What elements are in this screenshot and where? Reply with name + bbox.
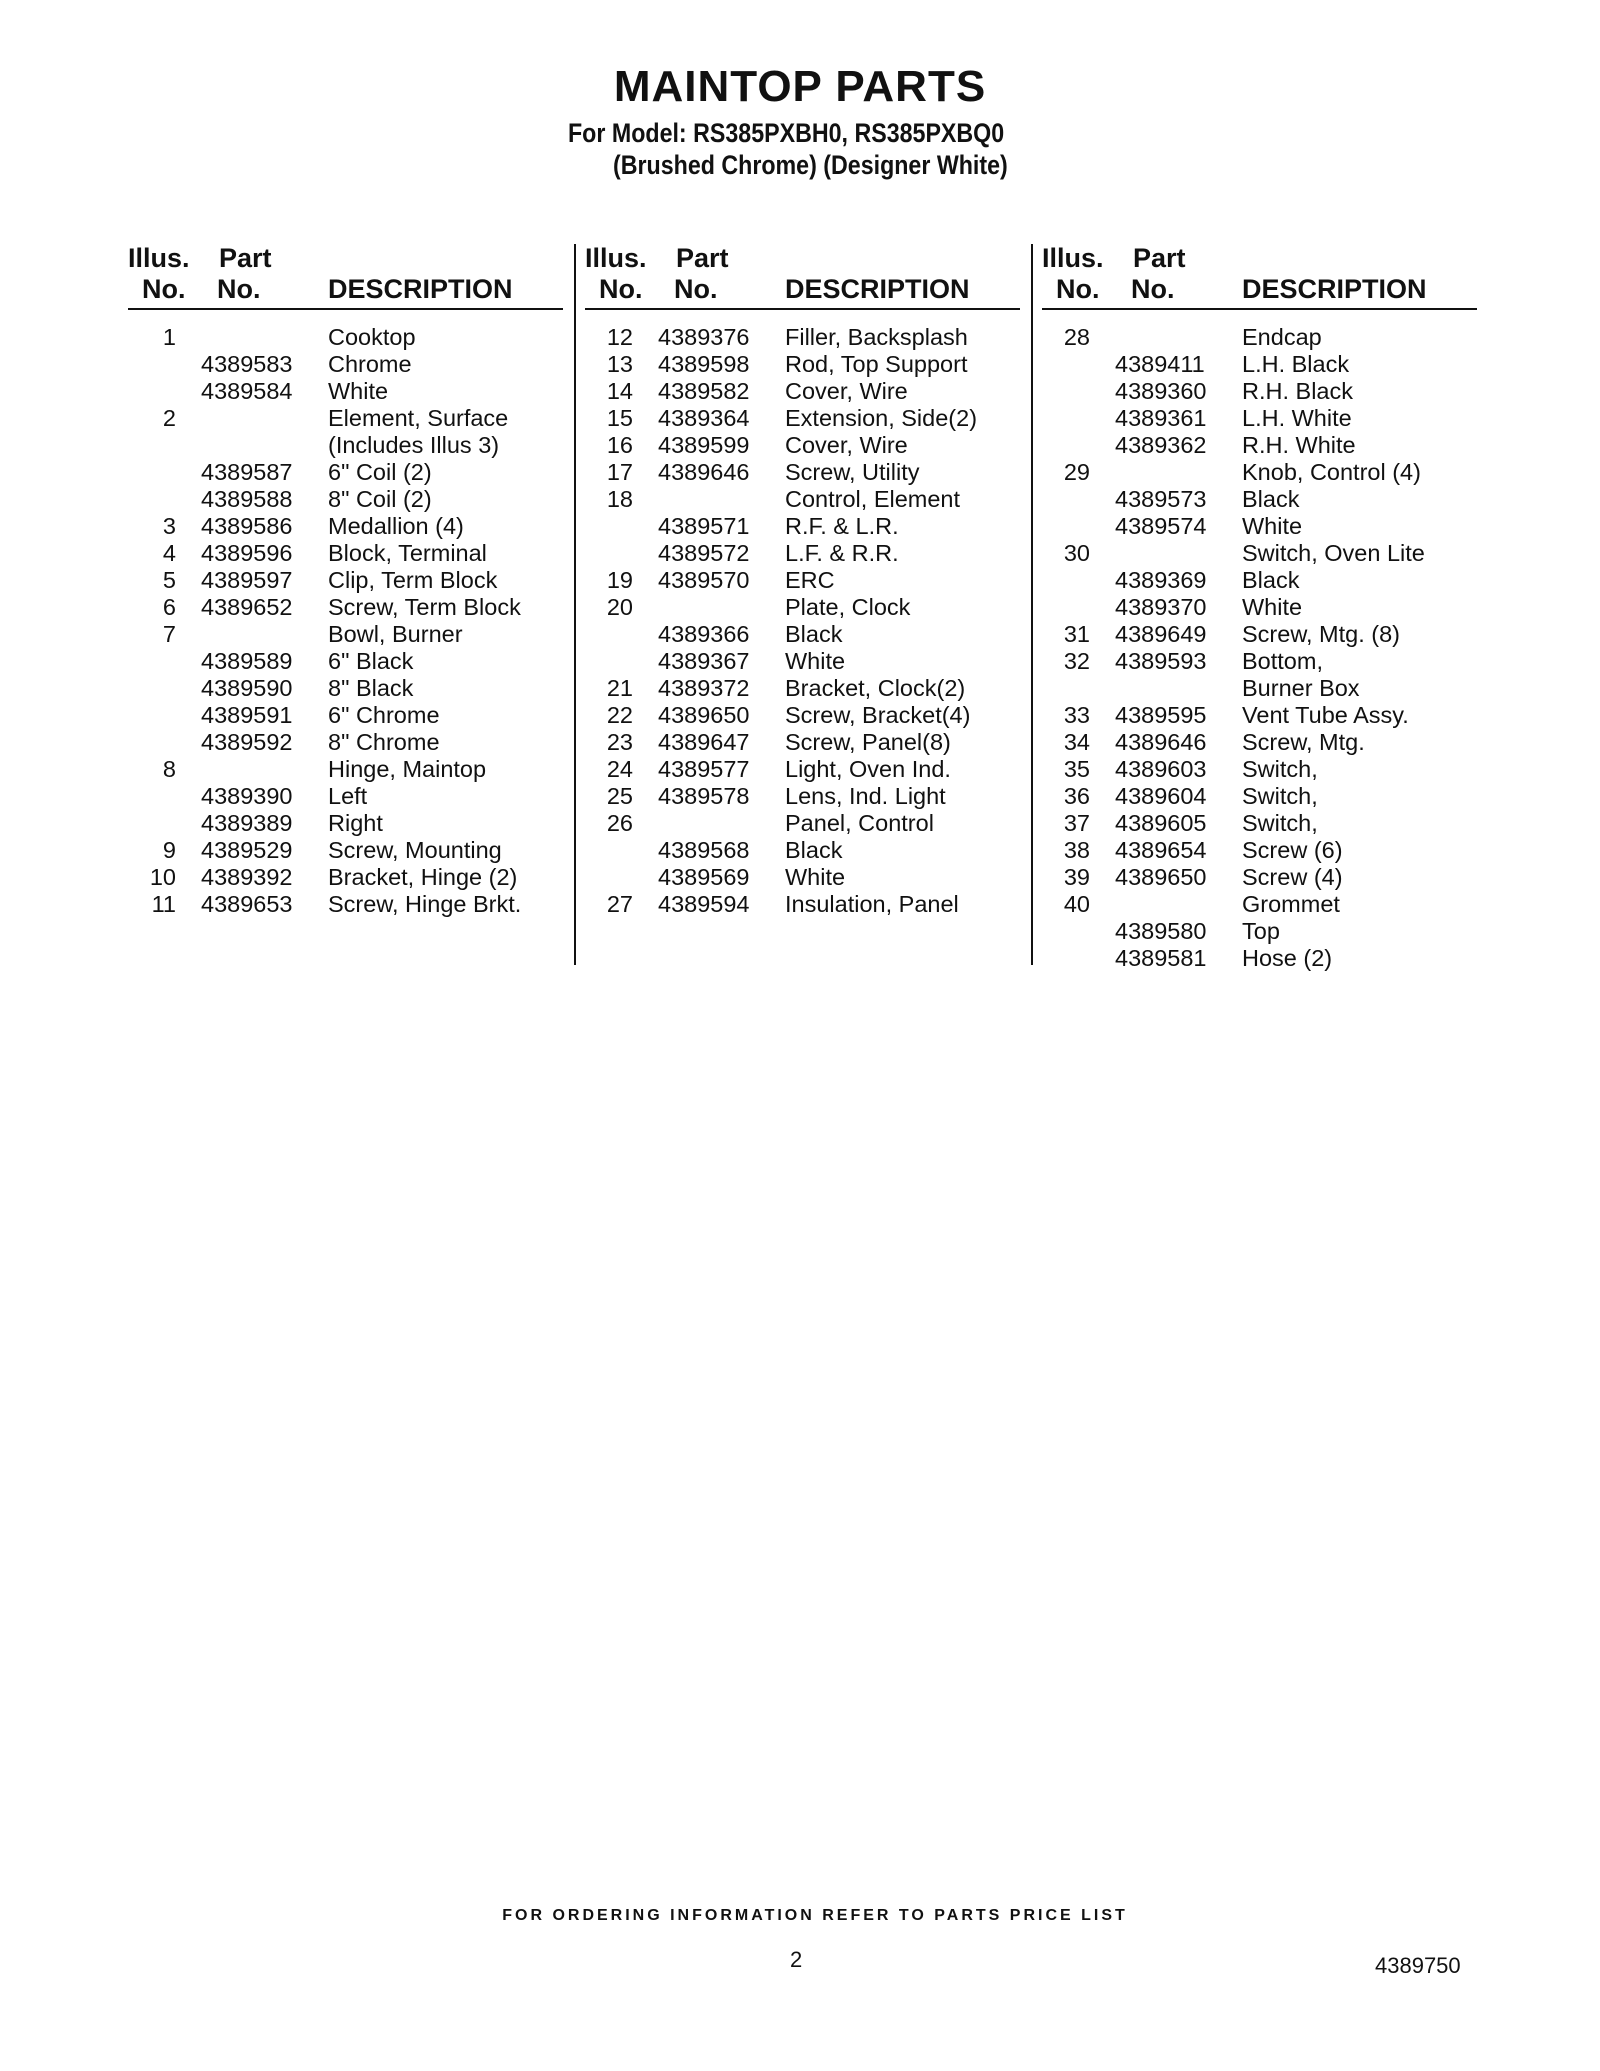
parts-rows bbox=[585, 324, 1020, 918]
parts-row bbox=[1042, 540, 1477, 567]
illus-number: 23 bbox=[606, 729, 633, 755]
part-description: R.H. Black bbox=[1242, 378, 1353, 404]
parts-row bbox=[1042, 810, 1477, 837]
header-illus: Illus. bbox=[585, 243, 647, 273]
part-description: Endcap bbox=[1242, 324, 1322, 350]
illus-number: 31 bbox=[1063, 621, 1090, 647]
parts-row bbox=[585, 513, 1020, 540]
part-description: Hinge, Maintop bbox=[328, 756, 487, 782]
part-description: Clip, Term Block bbox=[328, 567, 498, 593]
part-description: Grommet bbox=[1242, 891, 1340, 917]
part-description: 6" Coil (2) bbox=[328, 459, 432, 485]
part-number: 4389582 bbox=[658, 378, 750, 404]
part-description: R.F. & L.R. bbox=[785, 513, 899, 539]
part-number: 4389603 bbox=[1115, 756, 1207, 782]
illus-number: 15 bbox=[606, 405, 633, 431]
parts-row bbox=[585, 729, 1020, 756]
part-number: 4389369 bbox=[1115, 567, 1207, 593]
part-number: 4389360 bbox=[1115, 378, 1207, 404]
part-number: 4389580 bbox=[1115, 918, 1207, 944]
illus-number: 21 bbox=[606, 675, 633, 701]
part-description: Chrome bbox=[328, 351, 412, 377]
illus-number: 38 bbox=[1063, 837, 1090, 863]
illus-number: 7 bbox=[162, 621, 176, 647]
part-number: 4389650 bbox=[658, 702, 750, 728]
illus-number: 32 bbox=[1063, 648, 1090, 674]
parts-row bbox=[128, 756, 563, 783]
part-description: Screw, Hinge Brkt. bbox=[328, 891, 522, 917]
part-number: 4389366 bbox=[658, 621, 750, 647]
part-number: 4389376 bbox=[658, 324, 750, 350]
part-number: 4389598 bbox=[658, 351, 750, 377]
illus-number: 36 bbox=[1063, 783, 1090, 809]
illus-number: 14 bbox=[606, 378, 633, 404]
part-description: Cooktop bbox=[328, 324, 416, 350]
parts-row bbox=[585, 648, 1020, 675]
part-number: 4389568 bbox=[658, 837, 750, 863]
parts-row bbox=[585, 486, 1020, 513]
part-number: 4389586 bbox=[201, 513, 293, 539]
header-part: Part bbox=[1133, 243, 1186, 273]
parts-row bbox=[585, 702, 1020, 729]
illus-number: 24 bbox=[606, 756, 633, 782]
parts-row bbox=[585, 594, 1020, 621]
part-description: Bowl, Burner bbox=[328, 621, 463, 647]
header-illus-no: No. bbox=[142, 274, 186, 304]
part-description: Switch, bbox=[1242, 783, 1318, 809]
parts-row bbox=[128, 864, 563, 891]
illus-number: 11 bbox=[151, 891, 176, 917]
model-subtitle: For Model: RS385PXBH0, RS385PXBQ0 bbox=[568, 118, 1005, 148]
parts-row bbox=[128, 459, 563, 486]
parts-row bbox=[585, 621, 1020, 648]
parts-row bbox=[1042, 621, 1477, 648]
parts-column-2 bbox=[585, 242, 1020, 918]
part-number: 4389577 bbox=[658, 756, 750, 782]
part-number: 4389654 bbox=[1115, 837, 1207, 863]
part-description: R.H. White bbox=[1242, 432, 1356, 458]
illus-number: 3 bbox=[162, 513, 176, 539]
part-number: 4389361 bbox=[1115, 405, 1207, 431]
part-number: 4389574 bbox=[1115, 513, 1207, 539]
part-description: Cover, Wire bbox=[785, 378, 908, 404]
illus-number: 1 bbox=[162, 324, 176, 350]
illus-number: 13 bbox=[606, 351, 633, 377]
part-description: 8" Coil (2) bbox=[328, 486, 432, 512]
part-description: ERC bbox=[785, 567, 835, 593]
part-description: Screw, Mtg. (8) bbox=[1242, 621, 1401, 647]
parts-row bbox=[585, 810, 1020, 837]
part-description: Medallion (4) bbox=[328, 513, 464, 539]
part-number: 4389650 bbox=[1115, 864, 1207, 890]
part-description: Insulation, Panel bbox=[785, 891, 959, 917]
parts-row bbox=[585, 783, 1020, 810]
part-description: Element, Surface bbox=[328, 405, 509, 431]
part-number: 4389367 bbox=[658, 648, 750, 674]
illus-number: 37 bbox=[1063, 810, 1090, 836]
part-description: Switch, bbox=[1242, 810, 1318, 836]
header-illus-no: No. bbox=[599, 274, 643, 304]
part-number: 4389653 bbox=[201, 891, 293, 917]
part-description: White bbox=[1242, 594, 1303, 620]
parts-row bbox=[1042, 756, 1477, 783]
header-part-no: No. bbox=[217, 274, 261, 304]
parts-row bbox=[128, 729, 563, 756]
parts-row bbox=[128, 594, 563, 621]
part-description: Vent Tube Assy. bbox=[1242, 702, 1409, 728]
parts-row bbox=[128, 621, 563, 648]
parts-row bbox=[1042, 648, 1477, 675]
parts-row bbox=[128, 324, 563, 351]
parts-row bbox=[585, 891, 1020, 918]
part-number: 4389584 bbox=[201, 378, 293, 404]
parts-row bbox=[128, 675, 563, 702]
part-number: 4389589 bbox=[201, 648, 293, 674]
part-description: L.F. & R.R. bbox=[785, 540, 899, 566]
part-description: Light, Oven Ind. bbox=[785, 756, 951, 782]
header-illus: Illus. bbox=[128, 243, 190, 273]
parts-row bbox=[128, 810, 563, 837]
part-description: White bbox=[785, 864, 846, 890]
part-description: Hose (2) bbox=[1242, 945, 1333, 971]
part-number: 4389364 bbox=[658, 405, 750, 431]
illus-number: 12 bbox=[606, 324, 633, 350]
part-description: Screw (6) bbox=[1242, 837, 1343, 863]
part-number: 4389581 bbox=[1115, 945, 1207, 971]
illus-number: 5 bbox=[162, 567, 176, 593]
parts-row bbox=[1042, 918, 1477, 945]
parts-row bbox=[128, 567, 563, 594]
part-description: Switch, Oven Lite bbox=[1242, 540, 1425, 566]
part-number: 4389604 bbox=[1115, 783, 1207, 809]
part-description: Panel, Control bbox=[785, 810, 934, 836]
part-number: 4389588 bbox=[201, 486, 293, 512]
header-description: DESCRIPTION bbox=[328, 274, 513, 304]
page-title: MAINTOP PARTS bbox=[613, 62, 987, 111]
illus-number: 34 bbox=[1063, 729, 1090, 755]
part-description: Block, Terminal bbox=[328, 540, 487, 566]
illus-number: 10 bbox=[149, 864, 176, 890]
part-number: 4389595 bbox=[1115, 702, 1207, 728]
parts-row bbox=[128, 351, 563, 378]
header-illus: Illus. bbox=[1042, 243, 1104, 273]
illus-number: 33 bbox=[1063, 702, 1090, 728]
header-part: Part bbox=[219, 243, 272, 273]
part-number: 4389605 bbox=[1115, 810, 1207, 836]
part-number: 4389411 bbox=[1115, 351, 1205, 377]
illus-number: 2 bbox=[162, 405, 176, 431]
parts-rows bbox=[128, 324, 563, 918]
column-header bbox=[1042, 242, 1477, 310]
header-illus-no: No. bbox=[1056, 274, 1100, 304]
parts-rows bbox=[1042, 324, 1477, 972]
part-description: Black bbox=[785, 621, 843, 647]
parts-row bbox=[1042, 675, 1477, 702]
part-description: Screw, Panel(8) bbox=[785, 729, 951, 755]
parts-row bbox=[1042, 351, 1477, 378]
parts-row bbox=[585, 864, 1020, 891]
parts-row bbox=[1042, 567, 1477, 594]
parts-row bbox=[128, 702, 563, 729]
part-description: Screw, Mounting bbox=[328, 837, 502, 863]
parts-row bbox=[128, 891, 563, 918]
part-description: Lens, Ind. Light bbox=[785, 783, 946, 809]
parts-row bbox=[1042, 945, 1477, 972]
part-description: Bracket, Hinge (2) bbox=[328, 864, 518, 890]
header-part-no: No. bbox=[674, 274, 718, 304]
illus-number: 29 bbox=[1063, 459, 1090, 485]
illus-number: 19 bbox=[606, 567, 633, 593]
part-number: 4389529 bbox=[201, 837, 293, 863]
part-description: L.H. White bbox=[1242, 405, 1352, 431]
page-number: 2 bbox=[790, 1947, 803, 1972]
part-number: 4389578 bbox=[658, 783, 750, 809]
column-divider bbox=[574, 244, 576, 965]
illus-number: 9 bbox=[162, 837, 176, 863]
parts-row bbox=[128, 486, 563, 513]
part-description: 8" Chrome bbox=[328, 729, 440, 755]
part-number: 4389569 bbox=[658, 864, 750, 890]
part-number: 4389370 bbox=[1115, 594, 1207, 620]
part-description: 6" Chrome bbox=[328, 702, 440, 728]
parts-row bbox=[1042, 864, 1477, 891]
part-number: 4389372 bbox=[658, 675, 750, 701]
part-description: Screw, Utility bbox=[785, 459, 920, 485]
parts-row bbox=[1042, 324, 1477, 351]
parts-row bbox=[128, 513, 563, 540]
illus-number: 22 bbox=[606, 702, 633, 728]
part-number: 4389573 bbox=[1115, 486, 1207, 512]
parts-row bbox=[585, 324, 1020, 351]
part-description: 8" Black bbox=[328, 675, 414, 701]
part-number: 4389596 bbox=[201, 540, 293, 566]
part-number: 4389647 bbox=[658, 729, 750, 755]
part-description: Knob, Control (4) bbox=[1242, 459, 1421, 485]
illus-number: 17 bbox=[606, 459, 633, 485]
part-description: Black bbox=[1242, 486, 1300, 512]
column-header bbox=[585, 242, 1020, 310]
part-description: White bbox=[328, 378, 389, 404]
illus-number: 30 bbox=[1063, 540, 1090, 566]
header-part-no: No. bbox=[1131, 274, 1175, 304]
part-description: Black bbox=[1242, 567, 1300, 593]
part-description: Control, Element bbox=[785, 486, 961, 512]
illus-number: 4 bbox=[162, 540, 176, 566]
part-description: Extension, Side(2) bbox=[785, 405, 978, 431]
part-description: Switch, bbox=[1242, 756, 1318, 782]
part-number: 4389646 bbox=[658, 459, 750, 485]
part-number: 4389652 bbox=[201, 594, 293, 620]
parts-row bbox=[585, 540, 1020, 567]
part-description: Screw (4) bbox=[1242, 864, 1343, 890]
parts-row bbox=[1042, 837, 1477, 864]
parts-row bbox=[1042, 729, 1477, 756]
header-description: DESCRIPTION bbox=[785, 274, 970, 304]
parts-row bbox=[1042, 459, 1477, 486]
illus-number: 8 bbox=[162, 756, 176, 782]
part-description: L.H. Black bbox=[1242, 351, 1350, 377]
parts-row bbox=[1042, 432, 1477, 459]
parts-row bbox=[128, 783, 563, 810]
part-number: 4389594 bbox=[658, 891, 750, 917]
parts-row bbox=[128, 837, 563, 864]
parts-row bbox=[585, 675, 1020, 702]
parts-row bbox=[1042, 405, 1477, 432]
part-description: Bracket, Clock(2) bbox=[785, 675, 966, 701]
part-number: 4389592 bbox=[201, 729, 293, 755]
part-description: Screw, Bracket(4) bbox=[785, 702, 971, 728]
part-number: 4389570 bbox=[658, 567, 750, 593]
part-description: 6" Black bbox=[328, 648, 414, 674]
parts-column-3 bbox=[1042, 242, 1477, 972]
part-description: Plate, Clock bbox=[785, 594, 911, 620]
parts-row bbox=[1042, 486, 1477, 513]
illus-number: 26 bbox=[606, 810, 633, 836]
parts-row bbox=[1042, 378, 1477, 405]
part-number: 4389591 bbox=[201, 702, 293, 728]
part-description: White bbox=[1242, 513, 1303, 539]
part-number: 4389649 bbox=[1115, 621, 1207, 647]
part-description: (Includes Illus 3) bbox=[328, 432, 500, 458]
illus-number: 20 bbox=[606, 594, 633, 620]
color-subtitle: (Brushed Chrome) (Designer White) bbox=[613, 150, 1008, 180]
parts-row bbox=[1042, 513, 1477, 540]
part-number: 4389572 bbox=[658, 540, 750, 566]
illus-number: 18 bbox=[606, 486, 633, 512]
part-number: 4389646 bbox=[1115, 729, 1207, 755]
part-description: Burner Box bbox=[1242, 675, 1360, 701]
parts-row bbox=[585, 378, 1020, 405]
part-number: 4389590 bbox=[201, 675, 293, 701]
part-description: Bottom, bbox=[1242, 648, 1323, 674]
part-description: Rod, Top Support bbox=[785, 351, 968, 377]
illus-number: 40 bbox=[1063, 891, 1090, 917]
parts-row bbox=[585, 459, 1020, 486]
parts-row bbox=[585, 756, 1020, 783]
document-number: 4389750 bbox=[1375, 1953, 1461, 1978]
part-description: Black bbox=[785, 837, 843, 863]
column-divider bbox=[1031, 244, 1033, 965]
parts-row bbox=[128, 378, 563, 405]
part-description: Cover, Wire bbox=[785, 432, 908, 458]
part-description: Right bbox=[328, 810, 383, 836]
parts-row bbox=[585, 405, 1020, 432]
header-description: DESCRIPTION bbox=[1242, 274, 1427, 304]
parts-row bbox=[1042, 594, 1477, 621]
parts-column-1 bbox=[128, 242, 563, 918]
illus-number: 6 bbox=[162, 594, 176, 620]
illus-number: 39 bbox=[1063, 864, 1090, 890]
part-number: 4389389 bbox=[201, 810, 293, 836]
ordering-note: FOR ORDERING INFORMATION REFER TO PARTS PRICE LIST bbox=[502, 1907, 1128, 1924]
part-number: 4389390 bbox=[201, 783, 293, 809]
part-number: 4389583 bbox=[201, 351, 293, 377]
parts-row bbox=[585, 351, 1020, 378]
part-number: 4389362 bbox=[1115, 432, 1207, 458]
part-description: Filler, Backsplash bbox=[785, 324, 968, 350]
parts-row bbox=[1042, 891, 1477, 918]
parts-row bbox=[1042, 702, 1477, 729]
illus-number: 35 bbox=[1063, 756, 1090, 782]
illus-number: 27 bbox=[606, 891, 633, 917]
parts-row bbox=[585, 837, 1020, 864]
part-description: Top bbox=[1242, 918, 1280, 944]
column-header bbox=[128, 242, 563, 310]
parts-row bbox=[128, 540, 563, 567]
header-part: Part bbox=[676, 243, 729, 273]
illus-number: 28 bbox=[1063, 324, 1090, 350]
part-number: 4389597 bbox=[201, 567, 293, 593]
parts-row bbox=[1042, 783, 1477, 810]
part-description: Left bbox=[328, 783, 368, 809]
parts-row bbox=[128, 432, 563, 459]
part-description: Screw, Term Block bbox=[328, 594, 521, 620]
parts-row bbox=[128, 648, 563, 675]
part-number: 4389593 bbox=[1115, 648, 1207, 674]
part-number: 4389587 bbox=[201, 459, 293, 485]
part-number: 4389392 bbox=[201, 864, 293, 890]
illus-number: 25 bbox=[606, 783, 633, 809]
part-number: 4389599 bbox=[658, 432, 750, 458]
parts-row bbox=[585, 567, 1020, 594]
part-description: White bbox=[785, 648, 846, 674]
part-number: 4389571 bbox=[658, 513, 750, 539]
illus-number: 16 bbox=[606, 432, 633, 458]
part-description: Screw, Mtg. bbox=[1242, 729, 1365, 755]
parts-row bbox=[585, 432, 1020, 459]
parts-row bbox=[128, 405, 563, 432]
